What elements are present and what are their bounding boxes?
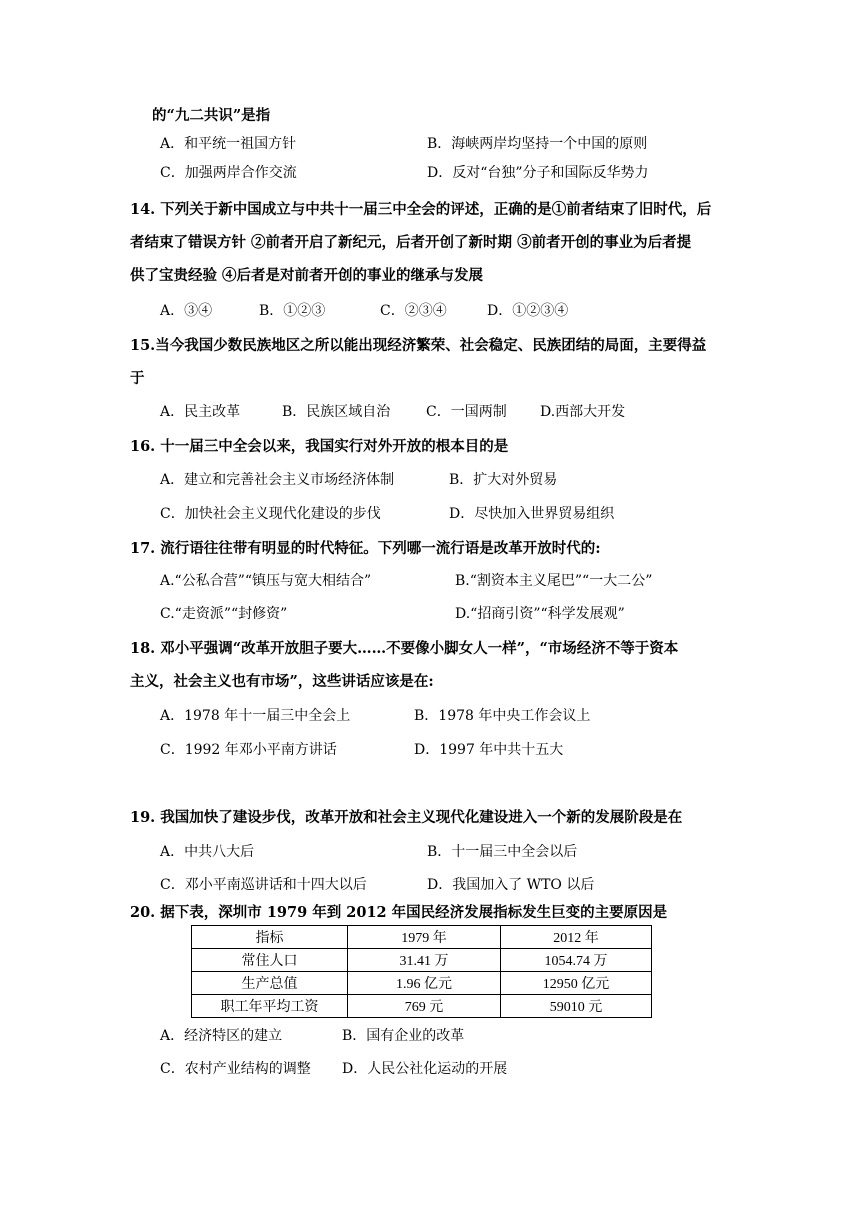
q14-stem-line-3: 供了宝贵经验 ④后者是对前者开创的事业的继承与发展: [130, 267, 484, 284]
table-row: [192, 949, 652, 972]
table-header-cell: 1979 年: [348, 926, 501, 949]
q13-option-c[interactable]: C．加强两岸合作交流: [160, 165, 297, 181]
q13-option-d[interactable]: D．反对“台独”分子和国际反华势力: [427, 165, 649, 181]
q18-option-a[interactable]: A．1978 年十一届三中全会上: [160, 708, 351, 724]
q15-option-c[interactable]: C．一国两制: [426, 404, 507, 420]
q18-option-d[interactable]: D．1997 年中共十五大: [414, 742, 564, 758]
q13-stem-continuation: 的“九二共识”是指: [152, 107, 271, 124]
table-cell: 生产总值: [192, 972, 348, 995]
q13-option-a[interactable]: A．和平统一祖国方针: [160, 136, 297, 152]
q20-option-c[interactable]: C．农村产业结构的调整: [160, 1061, 311, 1077]
table-cell: 12950 亿元: [501, 972, 652, 995]
q14-option-a[interactable]: A．③④: [160, 303, 213, 319]
q14-option-c[interactable]: C．②③④: [380, 303, 447, 319]
q16-option-b[interactable]: B．扩大对外贸易: [449, 472, 558, 488]
q17-stem: 17. 流行语往往带有明显的时代特征。下列哪一流行语是改革开放时代的:: [130, 540, 601, 557]
q17-option-d[interactable]: D.“招商引资”“科学发展观”: [455, 606, 625, 622]
q19-option-d[interactable]: D．我国加入了 WTO 以后: [427, 877, 595, 893]
q18-stem-line-1: 18. 邓小平强调“改革开放胆子要大……不要像小脚女人一样”，“市场经济不等于资本: [130, 640, 679, 657]
table-cell: 1054.74 万: [501, 949, 652, 972]
table-cell: 31.41 万: [348, 949, 501, 972]
q19-option-a[interactable]: A．中共八大后: [160, 844, 255, 860]
q15-option-b[interactable]: B．民族区域自治: [282, 404, 391, 420]
q20-option-a[interactable]: A．经济特区的建立: [160, 1028, 283, 1044]
q15-stem-line-2: 于: [130, 370, 145, 387]
shenzhen-indicator-table: [191, 925, 652, 1018]
table-cell: 1.96 亿元: [348, 972, 501, 995]
q18-stem-line-2: 主义，社会主义也有市场”，这些讲话应该是在:: [130, 673, 434, 690]
q14-option-d[interactable]: D．①②③④: [487, 303, 569, 319]
q19-stem: 19. 我国加快了建设步伐，改革开放和社会主义现代化建设进入一个新的发展阶段是在: [130, 809, 683, 826]
q16-option-d[interactable]: D．尽快加入世界贸易组织: [449, 506, 615, 522]
table-cell: 59010 元: [501, 995, 652, 1018]
table-cell: 769 元: [348, 995, 501, 1018]
q15-stem-line-1: 15.当今我国少数民族地区之所以能出现经济繁荣、社会稳定、民族团结的局面，主要得益: [130, 337, 707, 354]
q15-option-a[interactable]: A．民主改革: [160, 404, 241, 420]
table-header-cell: 指标: [192, 926, 348, 949]
q18-option-b[interactable]: B．1978 年中央工作会议上: [414, 708, 591, 724]
q19-option-b[interactable]: B．十一届三中全会以后: [427, 844, 578, 860]
q14-option-b[interactable]: B．①②③: [259, 303, 326, 319]
table-header-cell: 2012 年: [501, 926, 652, 949]
q14-stem-line-2: 者结束了错误方针 ②前者开启了新纪元，后者开创了新时期 ③前者开创的事业为后者提: [130, 234, 692, 251]
table-cell: 职工年平均工资: [192, 995, 348, 1018]
q15-option-d[interactable]: D.西部大开发: [540, 404, 626, 420]
q19-option-c[interactable]: C．邓小平南巡讲话和十四大以后: [160, 877, 367, 893]
table-row: [192, 972, 652, 995]
q20-stem: 20. 据下表，深圳市 1979 年到 2012 年国民经济发展指标发生巨变的主要原因是: [130, 904, 668, 921]
q14-stem-line-1: 14. 下列关于新中国成立与中共十一届三中全会的评述，正确的是①前者结束了旧时代，后: [130, 201, 712, 218]
q16-option-c[interactable]: C．加快社会主义现代化建设的步伐: [160, 506, 381, 522]
q16-option-a[interactable]: A．建立和完善社会主义市场经济体制: [160, 472, 395, 488]
table-cell: 常住人口: [192, 949, 348, 972]
q16-stem: 16. 十一届三中全会以来，我国实行对外开放的根本目的是: [130, 438, 509, 455]
q17-option-b[interactable]: B.“割资本主义尾巴”“一大二公”: [455, 573, 653, 589]
q20-option-d[interactable]: D．人民公社化运动的开展: [342, 1061, 508, 1077]
q20-option-b[interactable]: B．国有企业的改革: [342, 1028, 465, 1044]
table-row: [192, 995, 652, 1018]
table-header-row: [192, 926, 652, 949]
q13-option-b[interactable]: B．海峡两岸均坚持一个中国的原则: [427, 136, 648, 152]
q18-option-c[interactable]: C．1992 年邓小平南方讲话: [160, 742, 337, 758]
q17-option-a[interactable]: A.“公私合营”“镇压与宽大相结合”: [160, 573, 372, 589]
q17-option-c[interactable]: C.“走资派”“封修资”: [160, 606, 288, 622]
